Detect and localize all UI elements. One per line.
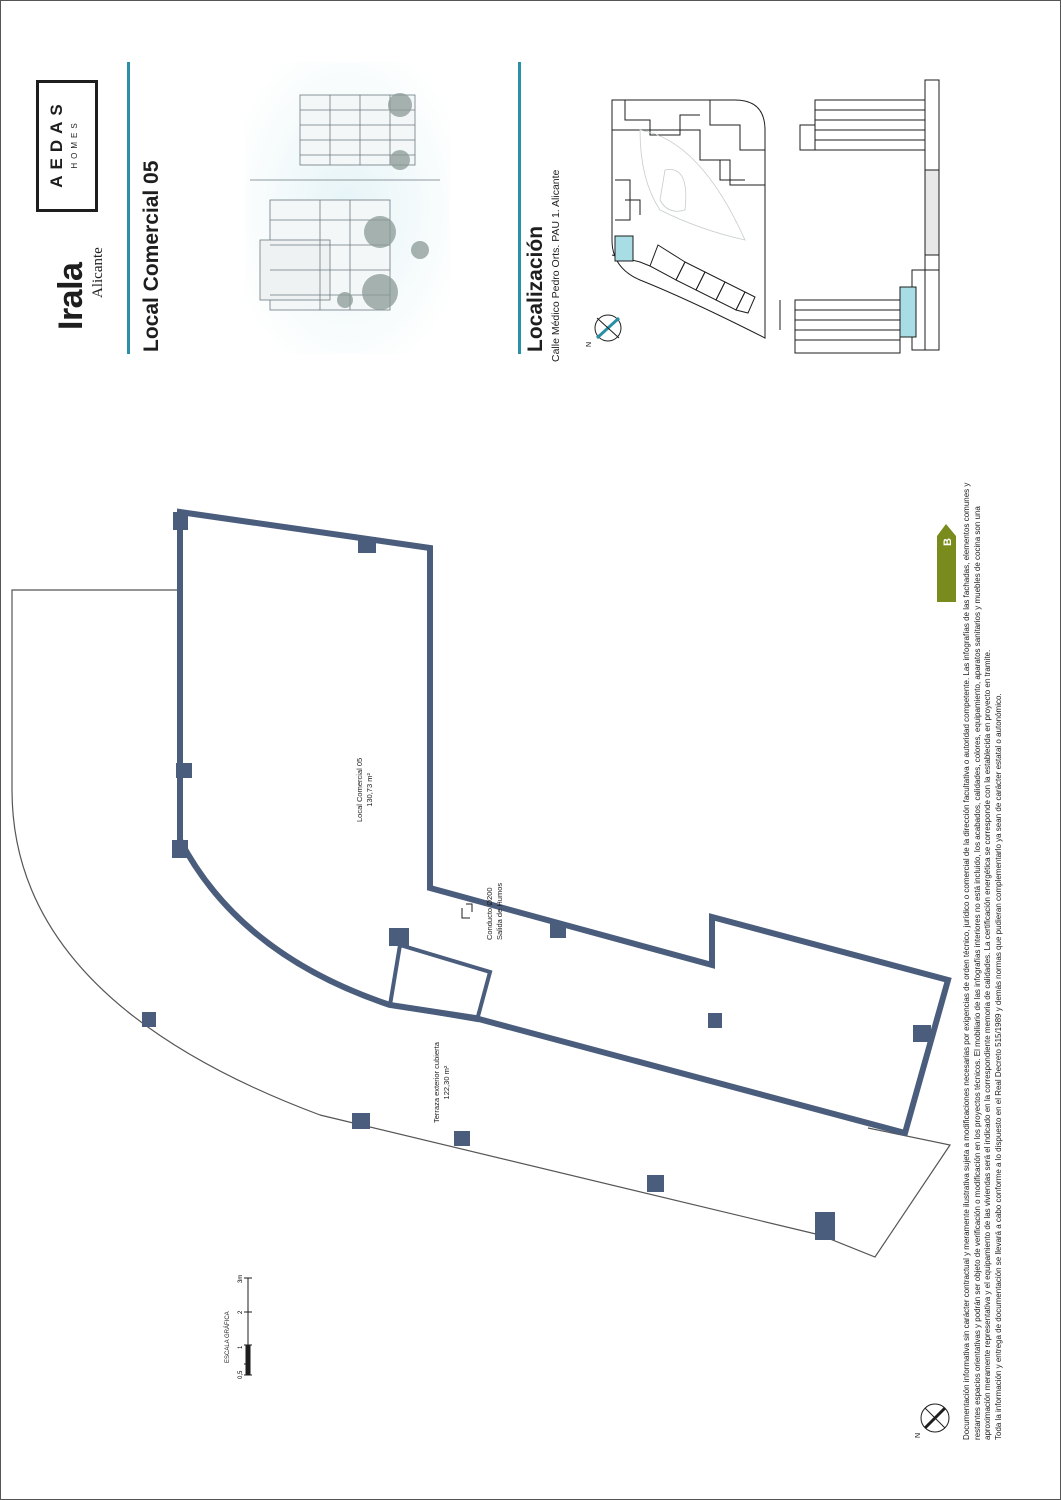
location-address: Calle Médico Pedro Orts. PAU 1. Alicante bbox=[550, 169, 562, 362]
room-name-terrace: Terraza exterior cubierta bbox=[432, 1042, 441, 1123]
project-city: Alicante bbox=[90, 247, 106, 298]
building-rendering bbox=[245, 62, 450, 354]
scale-tick-1: 1 bbox=[238, 1345, 244, 1349]
conduit-line-2: Salida de Humos bbox=[495, 882, 504, 940]
logo-main-text: AEDAS bbox=[47, 98, 66, 188]
legal-disclaimer bbox=[962, 460, 1005, 1440]
location-title: Localización bbox=[524, 225, 547, 352]
conduit-label bbox=[485, 883, 505, 940]
smoke-conduit-icon bbox=[462, 904, 472, 918]
core-room-walls bbox=[390, 945, 490, 1020]
scale-title: ESCALA GRÁFICA bbox=[225, 1311, 231, 1363]
conduit-line-1: Conducto Ø200 bbox=[485, 887, 494, 940]
energy-rating-letter: B bbox=[942, 538, 954, 546]
scale-tick-05: 0,5 bbox=[238, 1370, 244, 1379]
terrace-outline bbox=[12, 590, 950, 1257]
location-compass-icon bbox=[595, 315, 621, 341]
room-name-local: Local Comercial 05 bbox=[355, 757, 364, 822]
disclaimer-paragraph-1: Documentación informativa sin carácter contractual y meramente ilustrativa sujeta a modificaciones necesarias por exigencias de orden técnico, jurídico o comercial de la dirección facultativa o autoridad competente. Las infografías de las fachadas, elementos comunes y restantes espacios orientativas y podrán ser objeto de verificación o modificación en los proyectos técnicos. El mobiliario de las infografías interiores no está incluido, los acabados, calidades, colores, equipamiento, aparatos sanitarios y muebles de cocina son una aproximación meramente representativa y el equipamiento de las viviendas será el indicado en la correspondiente memoria de calidades. La certificación energética se corresponde con la establecida en proyecto en tramite. bbox=[962, 482, 993, 1440]
disclaimer-paragraph-2: Toda la información y entrega de documentación se llevará a cabo conforme a lo dispuesto en el Real Decreto 515/1989 y demás normas que pudieran complementarlo ya sean de carácter estatal o autonómico. bbox=[994, 693, 1004, 1440]
plan-compass-label: N bbox=[915, 1432, 922, 1438]
room-area-local: 130,73 m² bbox=[365, 773, 374, 807]
scale-tick-3: 3m bbox=[238, 1274, 244, 1283]
structural-columns bbox=[142, 512, 931, 1240]
location-site-plan bbox=[612, 100, 765, 338]
graphic-scale-bar bbox=[244, 1278, 252, 1375]
location-building-section bbox=[780, 80, 939, 353]
room-area-terrace: 122,30 m² bbox=[442, 1065, 451, 1100]
plan-compass-icon bbox=[921, 1404, 949, 1432]
logo-sub-text: HOMES bbox=[70, 119, 79, 169]
location-compass-label: N bbox=[586, 341, 593, 347]
unit-title: Local Comercial 05 bbox=[140, 160, 163, 352]
local-walls bbox=[180, 512, 948, 1133]
room-label-terrace bbox=[432, 1042, 452, 1123]
room-label-local bbox=[355, 758, 375, 822]
energy-rating-badge bbox=[937, 524, 956, 602]
scale-tick-2: 2 bbox=[238, 1310, 244, 1314]
project-title: Irala bbox=[52, 262, 90, 330]
